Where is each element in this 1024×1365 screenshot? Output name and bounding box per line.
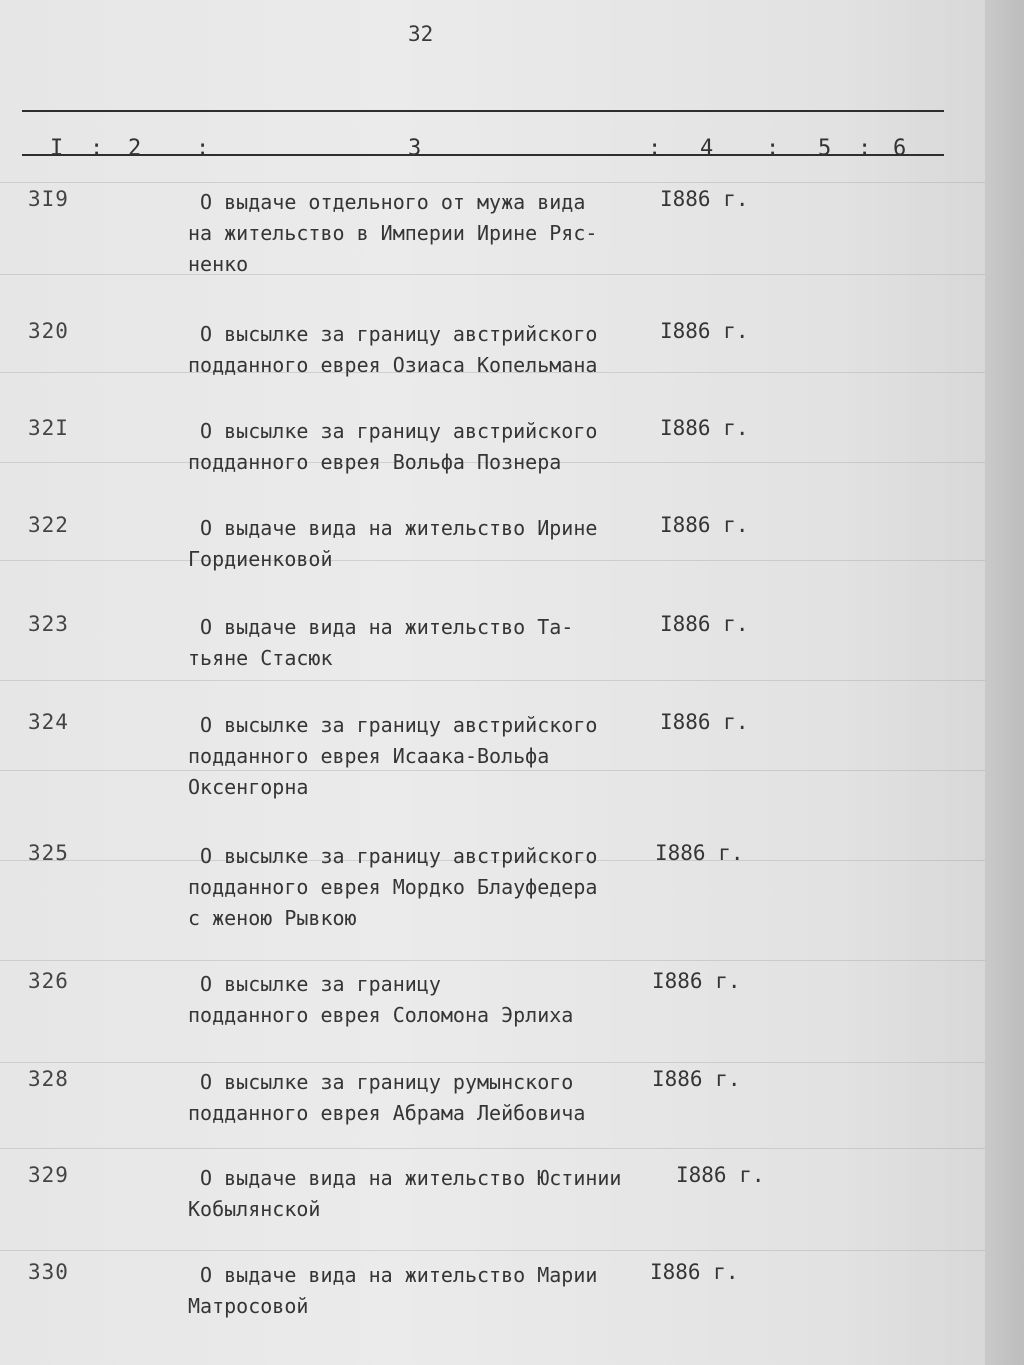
entry-number: 328 (28, 1067, 69, 1091)
background-rule (0, 680, 985, 681)
header-top-rule (22, 110, 944, 112)
entry-title-line: О высылке за границу австрийского (188, 419, 598, 443)
background-rule (0, 1250, 985, 1251)
entry-title-line: О выдаче вида на жительство Ирине (188, 516, 598, 540)
entry-number: 3I9 (28, 187, 69, 211)
entry-number: 325 (28, 841, 69, 865)
entry-title (188, 969, 658, 1031)
entry-title-line: О высылке за границу австрийского (188, 844, 598, 868)
column-header-1: I (50, 136, 64, 161)
entry-year: I886 г. (650, 1260, 739, 1284)
column-header-6: 6 (893, 136, 907, 161)
page-edge-shadow (985, 0, 1024, 1365)
entry-year: I886 г. (652, 1067, 741, 1091)
entry-title-line: Матросовой (188, 1294, 309, 1318)
entry-title-line: подданного еврея Абрама Лейбовича (188, 1101, 586, 1125)
entry-title-line: О высылке за границу австрийского (188, 713, 598, 737)
entry-year: I886 г. (660, 513, 749, 537)
column-separator: : (196, 136, 210, 161)
entry-number: 326 (28, 969, 69, 993)
entry-title (188, 710, 658, 803)
header-bottom-rule (22, 154, 944, 156)
column-separator: : (858, 136, 872, 161)
column-header-2: 2 (128, 136, 142, 161)
entry-year: I886 г. (652, 969, 741, 993)
background-rule (0, 960, 985, 961)
entry-title-line: подданного еврея Мордко Блауфедера (188, 875, 598, 899)
column-header-5: 5 (818, 136, 832, 161)
entry-title (188, 1163, 658, 1225)
entry-number: 324 (28, 710, 69, 734)
entry-number: 330 (28, 1260, 69, 1284)
entry-title (188, 416, 658, 478)
entry-title (188, 1067, 658, 1129)
column-header-3: 3 (408, 136, 422, 161)
entry-title-line: Кобылянской (188, 1197, 321, 1221)
entry-title-line: Оксенгорна (188, 775, 309, 799)
entry-title-line: тьяне Стасюк (188, 646, 333, 670)
entry-title (188, 612, 658, 674)
entry-title (188, 841, 658, 934)
entry-title-line: подданного еврея Озиаса Копельмана (188, 353, 598, 377)
page-number: 32 (408, 22, 434, 46)
background-rule (0, 1062, 985, 1063)
entry-year: I886 г. (660, 710, 749, 734)
entry-title-line: О высылке за границу (188, 972, 441, 996)
entry-year: I886 г. (655, 841, 744, 865)
entry-title-line: О высылке за границу румынского (188, 1070, 574, 1094)
background-rule (0, 182, 985, 183)
entry-title-line: подданного еврея Соломона Эрлиха (188, 1003, 574, 1027)
entry-year: I886 г. (660, 416, 749, 440)
entry-title (188, 1260, 658, 1322)
entry-title (188, 187, 658, 280)
entry-title-line: подданного еврея Исаака-Вольфа (188, 744, 550, 768)
column-separator: : (648, 136, 662, 161)
entry-number: 32I (28, 416, 69, 440)
entry-title-line: О выдаче вида на жительство Та- (188, 615, 574, 639)
entry-title-line: Гордиенковой (188, 547, 333, 571)
entry-title-line: подданного еврея Вольфа Познера (188, 450, 562, 474)
entry-number: 322 (28, 513, 69, 537)
entry-title (188, 513, 658, 575)
entry-year: I886 г. (660, 612, 749, 636)
entry-number: 320 (28, 319, 69, 343)
entry-title-line: О высылке за границу австрийского (188, 322, 598, 346)
entry-title-line: О выдаче вида на жительство Марии (188, 1263, 598, 1287)
column-separator: : (90, 136, 104, 161)
entry-number: 329 (28, 1163, 69, 1187)
entry-year: I886 г. (660, 319, 749, 343)
background-rule (0, 1148, 985, 1149)
column-separator: : (766, 136, 780, 161)
entry-title-line: О выдаче отдельного от мужа вида (188, 190, 586, 214)
column-header-4: 4 (700, 136, 714, 161)
entry-year: I886 г. (676, 1163, 765, 1187)
entry-title-line: О выдаче вида на жительство Юстинии (188, 1166, 622, 1190)
entry-year: I886 г. (660, 187, 749, 211)
entry-title-line: с женою Рывкою (188, 906, 357, 930)
entry-title (188, 319, 658, 381)
entry-title-line: ненко (188, 252, 249, 276)
entry-title-line: на жительство в Империи Ирине Ряс- (188, 221, 598, 245)
entry-number: 323 (28, 612, 69, 636)
